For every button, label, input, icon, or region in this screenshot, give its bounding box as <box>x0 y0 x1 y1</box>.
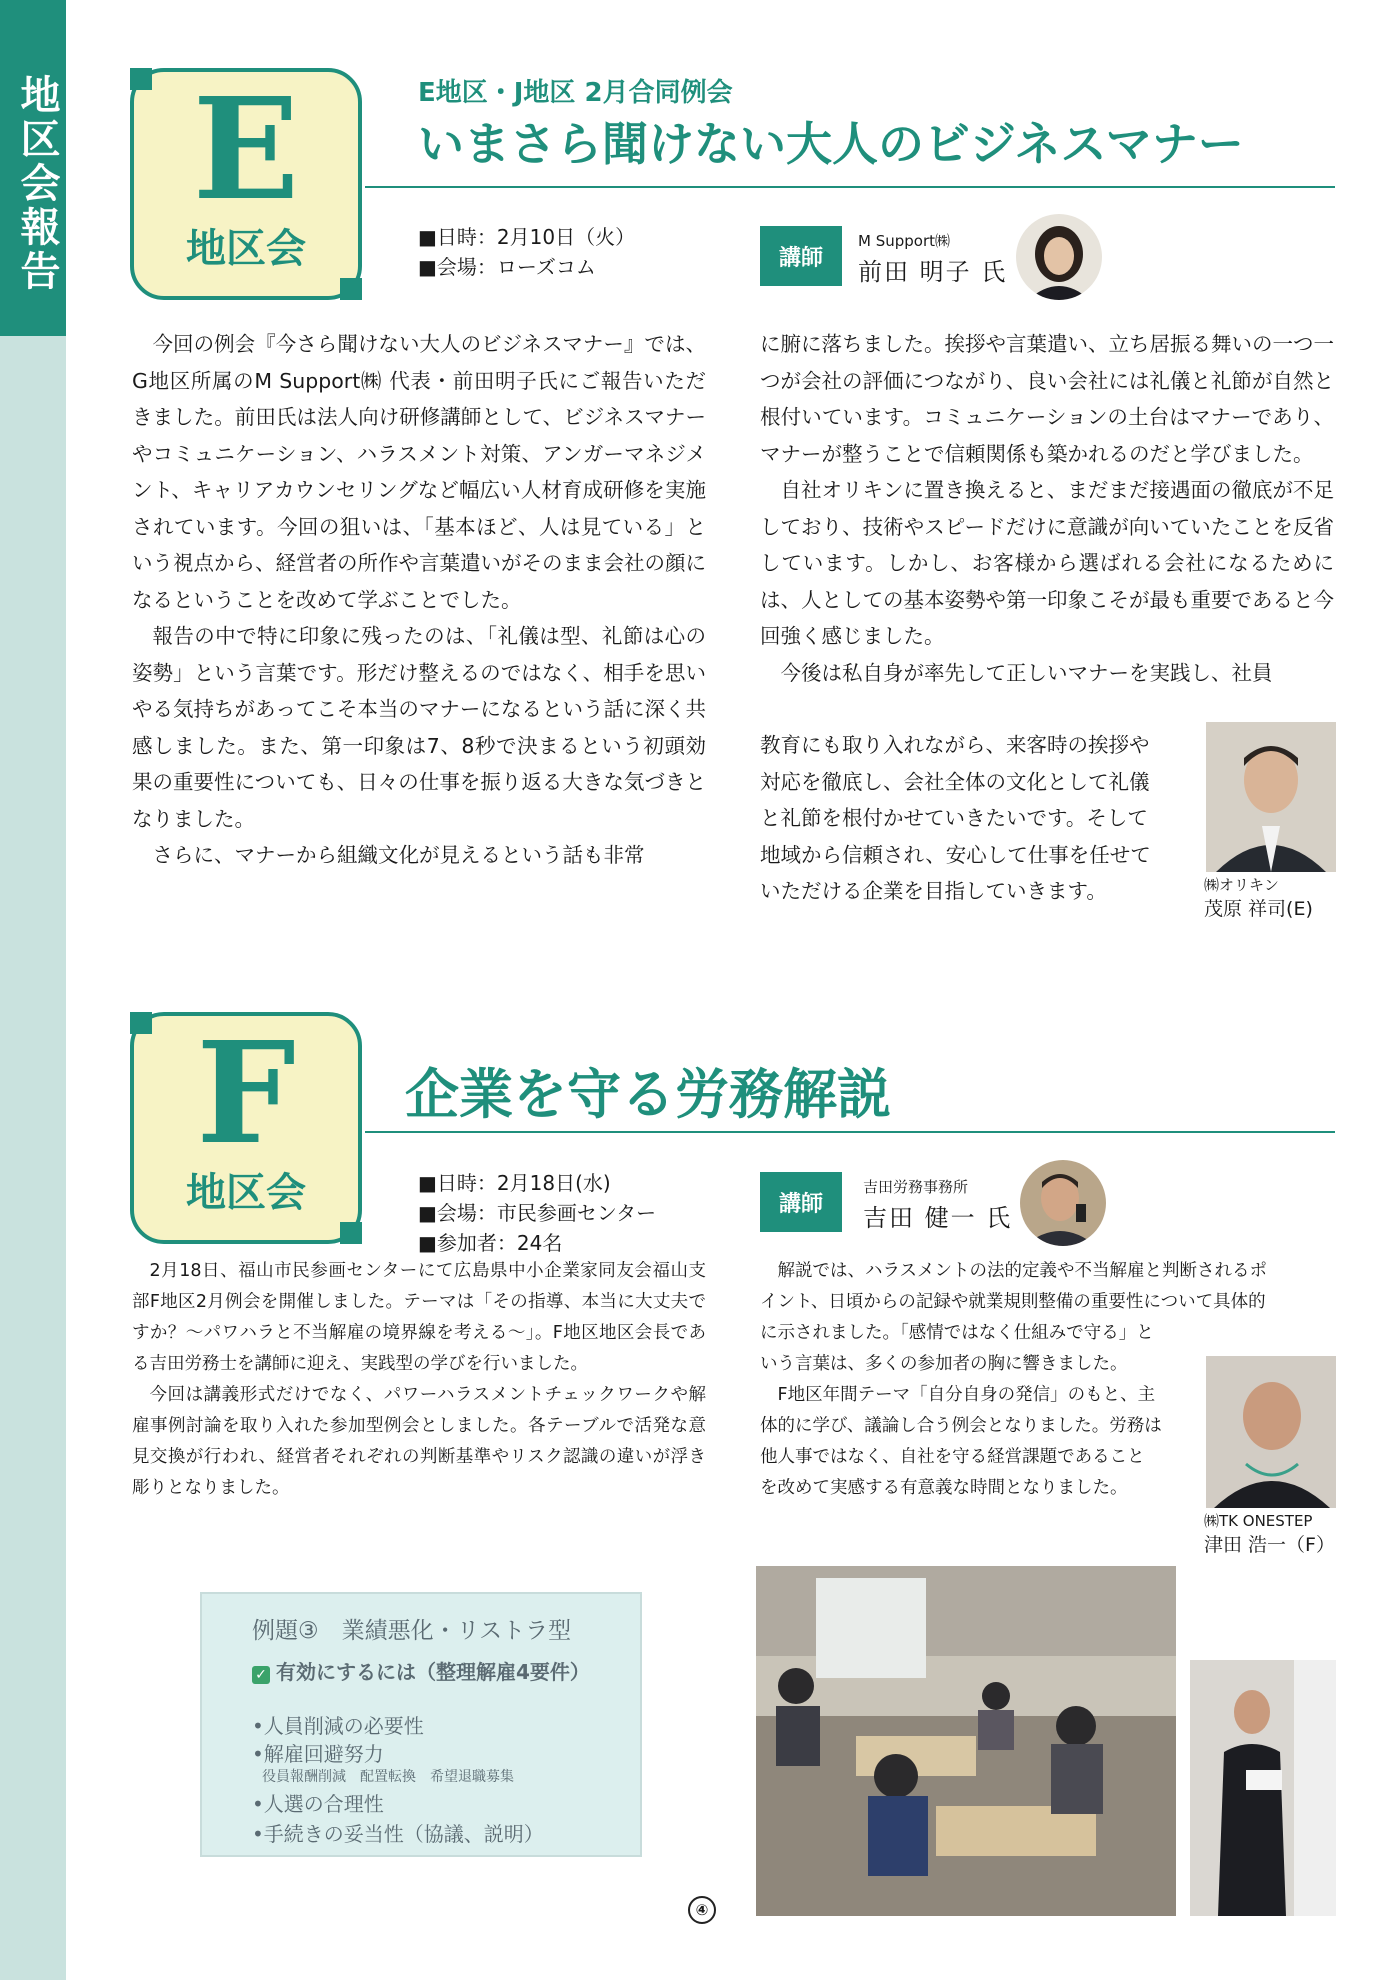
lecturer-org: M Support㈱ <box>858 232 951 250</box>
text-line: 地域から信頼され、安心して仕事を任せて <box>760 842 1151 867</box>
lecturer-name: 吉田 健一 氏 <box>863 1204 1013 1232</box>
district-f-badge <box>130 1012 362 1244</box>
section-e-wrap-text <box>760 727 1200 910</box>
text-line: 他人事ではなく、自社を守る経営課題であること <box>760 1447 1145 1467</box>
text-line: 体的に学び、議論し合う例会となりました。労務は <box>760 1416 1162 1436</box>
lecturer-org: 吉田労務事務所 <box>863 1178 969 1196</box>
title-rule <box>365 1131 1335 1133</box>
section-f-wrap-text <box>760 1318 1204 1504</box>
info-date: ■日時：2月10日（火） <box>418 225 636 249</box>
section-e-subtitle: E地区・J地区 2月合同例会 <box>418 78 733 108</box>
paragraph: に腑に落ちました。挨拶や言葉遣い、立ち居振る舞いの一つ一つが会社の評価につながり、良い会社には礼儀と礼節が自然と根付いています。コミュニケーションの土台はマナーであり、マナーが整うことで信頼関係も築かれるのだと学びました。 <box>760 332 1334 466</box>
meeting-photo <box>756 1566 1176 1916</box>
text-line: 対応を徹底し、会社全体の文化として礼儀 <box>760 769 1150 794</box>
badge-district-label: 地区会 <box>186 1170 306 1216</box>
check-icon: ✓ <box>252 1666 270 1684</box>
sidebar-label: 地区会報告 <box>0 0 66 336</box>
paragraph: さらに、マナーから組織文化が見えるという話も非常 <box>152 843 645 867</box>
page-number: ④ <box>688 1896 716 1924</box>
lecturer-portrait <box>1016 214 1102 300</box>
lecturer-tag: 講師 <box>760 226 842 286</box>
lecturer-portrait <box>1020 1160 1106 1246</box>
text-line: と礼節を根付かせていきたいです。そして <box>760 806 1148 830</box>
section-e-left-column <box>132 326 706 874</box>
reporter-org: ㈱オリキン <box>1204 876 1279 894</box>
badge-letter: F <box>196 1012 296 1176</box>
lecturer-name: 前田 明子 氏 <box>858 258 1008 286</box>
slide-sub-item: 役員報酬削減 配置転換 希望退職募集 <box>262 1769 514 1785</box>
section-e-title: いまさら聞けない大人のビジネスマナー <box>418 117 1244 171</box>
info-venue: ■会場：市民参画センター <box>418 1201 657 1225</box>
badge-corner <box>340 1222 362 1244</box>
section-f-info <box>418 1168 656 1258</box>
slide-item: •人員削減の必要性 <box>252 1714 424 1738</box>
text-line: 教育にも取り入れながら、来客時の挨拶や <box>760 733 1150 757</box>
reporter-name: 津田 浩一（F） <box>1204 1534 1335 1556</box>
paragraph: 今後は私自身が率先して正しいマナーを実践し、社員 <box>780 660 1273 685</box>
lecturer-tag: 講師 <box>760 1172 842 1232</box>
sidebar <box>0 0 66 1980</box>
slide-item: •手続きの妥当性（協議、説明） <box>252 1822 544 1846</box>
text-line: いう言葉は、多くの参加者の胸に響きました。 <box>760 1354 1128 1374</box>
slide-photo <box>200 1592 642 1857</box>
info-venue: ■会場：ローズコム <box>418 255 596 279</box>
speaker-photo <box>1190 1660 1336 1916</box>
slide-item: •解雇回避努力 <box>252 1742 384 1766</box>
paragraph: 報告の中で特に印象に残ったのは、「礼儀は型、礼節は心の姿勢」という言葉です。形だけ整えるのではなく、相手を思いやる気持ちがあってこそ本当のマナーになるという話に深く共感しました。また、第一印象は7、8秒で決まるという初頭効果の重要性についても、日々の仕事を振り返る大きな気づきとなりました。 <box>132 624 706 831</box>
text-line: を改めて実感する有意義な時間となりました。 <box>760 1478 1128 1498</box>
paragraph: 自社オリキンに置き換えると、まだまだ接遇面の徹底が不足しており、技術やスピードだけに意識が向いていたことを反省しています。しかし、お客様から選ばれる会社になるためには、人としての基本姿勢や第一印象こそが最も重要であると今回強く感じました。 <box>760 478 1334 648</box>
section-e-right-column <box>760 326 1334 691</box>
paragraph: 今回の例会『今さら聞けない大人のビジネスマナー』では、G地区所属のM Support㈱ 代表・前田明子氏にご報告いただきました。前田氏は法人向け研修講師として、ビジネスマナーやコミュニケーション、ハラスメント対策、アンガーマネジメント、キャリアカウンセリングなど幅広い人材育成研修を実施されています。今回の狙いは、「基本ほど、人は見ている」という視点から、経営者の所作や言葉遣いがそのまま会社の顔になるということを改めて学ぶことでした。 <box>132 332 706 612</box>
district-e-badge <box>130 68 362 300</box>
info-date: ■日時：2月18日(水) <box>418 1171 611 1195</box>
text-line: いただける企業を目指していきます。 <box>760 879 1107 903</box>
text-line: に示されました。「感情ではなく仕組みで守る」と <box>760 1323 1154 1343</box>
reporter-photo <box>1206 722 1336 872</box>
slide-item: •人選の合理性 <box>252 1792 384 1816</box>
paragraph: 2月18日、福山市民参画センターにて広島県中小企業家同友会福山支部F地区2月例会を開催しました。テーマは「その指導、本当に大丈夫ですか？～パワハラと不当解雇の境界線を考える～」。F地区地区会長である吉田労務士を講師に迎え、実践型の学びを行いました。 <box>132 1261 706 1374</box>
badge-letter: E <box>192 68 300 232</box>
reporter-photo <box>1206 1356 1336 1508</box>
section-f-right-column <box>760 1256 1336 1318</box>
slide-check-line <box>252 1656 590 1685</box>
slide-check-text: 有効にするには（整理解雇4要件） <box>276 1660 590 1684</box>
reporter-org: ㈱TK ONESTEP <box>1204 1512 1313 1530</box>
title-rule <box>365 186 1335 188</box>
slide-heading: 例題③ 業績悪化・リストラ型 <box>252 1618 572 1644</box>
badge-corner <box>340 278 362 300</box>
section-f-title: 企業を守る労務解説 <box>405 1063 891 1126</box>
section-f-left-column <box>132 1256 706 1504</box>
text-line: F地区年間テーマ「自分自身の発信」のもと、主 <box>777 1385 1156 1405</box>
text-line: 解説では、ハラスメントの法的定義や不当解雇と判断されるポ <box>777 1261 1267 1281</box>
text-line: イント、日頃からの記録や就業規則整備の重要性について具体的 <box>760 1292 1266 1312</box>
info-attendees: ■参加者：24名 <box>418 1231 563 1255</box>
reporter-name: 茂原 祥司(E) <box>1204 898 1313 920</box>
paragraph: 今回は講義形式だけでなく、パワーハラスメントチェックワークや解雇事例討論を取り入れた参加型例会としました。各テーブルで活発な意見交換が行われ、経営者それぞれの判断基準やリスク認識の違いが浮き彫りとなりました。 <box>132 1385 706 1498</box>
section-e-info <box>418 222 635 282</box>
badge-district-label: 地区会 <box>186 226 306 272</box>
